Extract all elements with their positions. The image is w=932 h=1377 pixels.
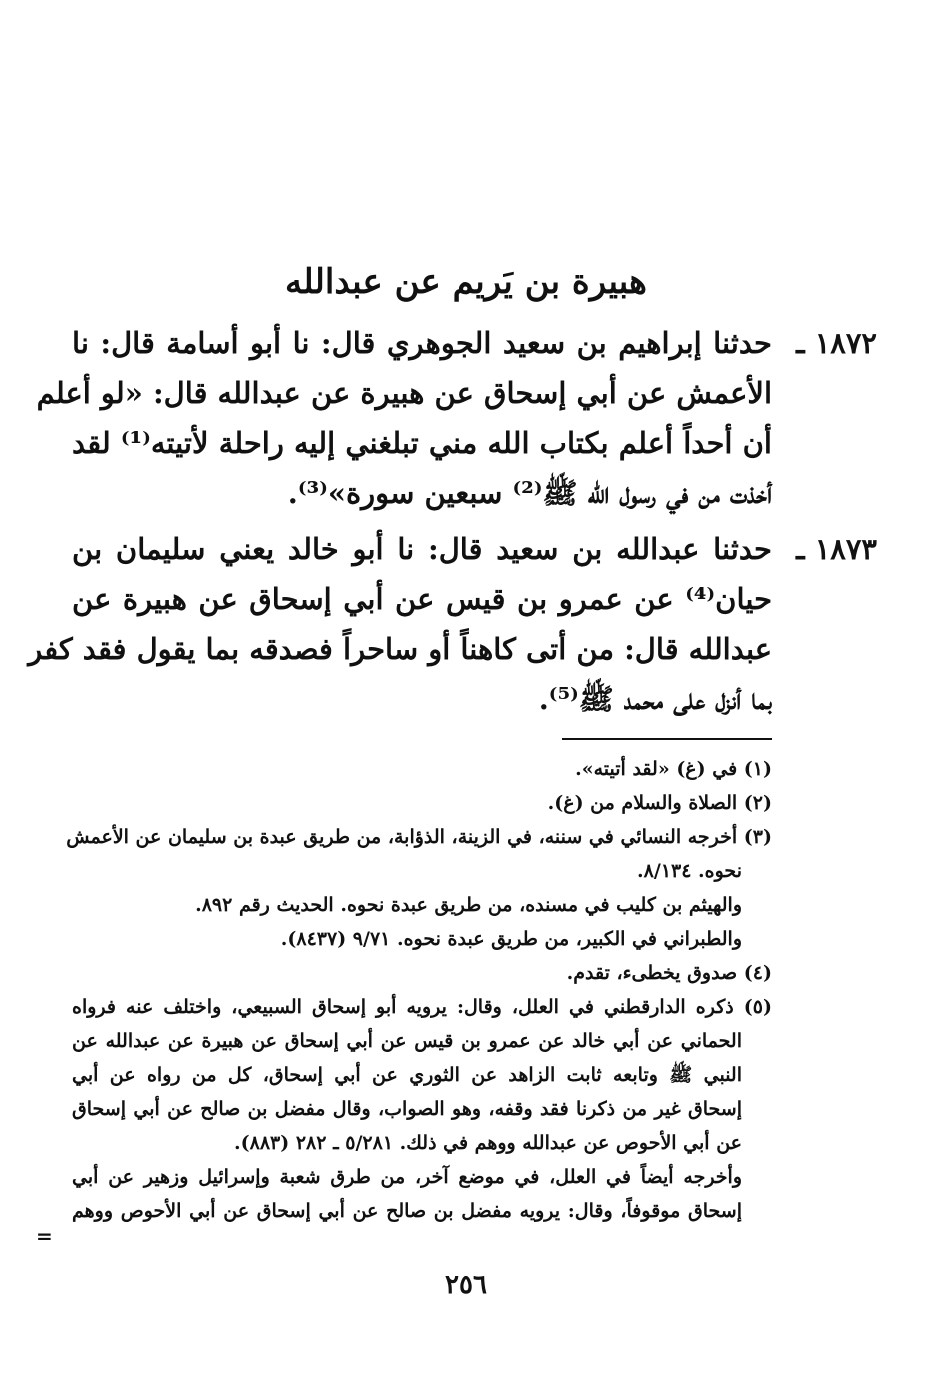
hadith-line: الأعمش عن أبي إسحاق عن هبيرة عن عبدالله قال: «لو أعلم — [36, 376, 772, 410]
footnote-line: وأخرجه أيضاً في العلل، في موضع آخر، من طرق شعبة وإسرائيل وزهير عن أبي — [72, 1166, 742, 1188]
hadith-line: أخذت من في رسول الله ﷺ⁽²⁾ سبعين سورة»⁽³⁾. — [287, 476, 772, 510]
footnote-line: (٢) الصلاة والسلام من (غ). — [547, 792, 772, 814]
hadith-line: ١٨٧٣ ـ حدثنا عبدالله بن سعيد قال: نا أبو خالد يعني سليمان بن — [72, 524, 772, 574]
footnote-line: (١) في (غ) «لقد أتيته». — [575, 758, 772, 780]
hadith-line: عبدالله قال: من أتى كاهناً أو ساحراً فصدقه بما يقول فقد كفر — [28, 632, 772, 666]
footnote-line: الحماني عن أبي خالد عن عمرو بن قيس عن أبي إسحاق عن هبيرة عن عبدالله عن — [72, 1030, 742, 1052]
page-number: ٢٥٦ — [445, 1270, 487, 1300]
footnote-line: النبي ﷺ وتابعه ثابت الزاهد عن الثوري عن أبي إسحاق، كل من رواه عن أبي — [72, 1064, 742, 1086]
section-title: هبيرة بن يَريم عن عبدالله — [285, 262, 647, 302]
footnotes — [66, 752, 772, 1228]
footnote-line: إسحاق غير من ذكرنا فقد وقفه، وهو الصواب، وقال مفضل بن صالح عن أبي إسحاق — [72, 1098, 742, 1120]
hadith-line: أن أحداً أعلم بكتاب الله مني تبلغني إليه راحلة لأتيته⁽¹⁾ لقد — [72, 426, 772, 460]
footnote-line: نحوه. ٨/١٣٤. — [637, 860, 742, 882]
footnote-divider — [562, 738, 772, 740]
hadith-line: حيان⁽⁴⁾ عن عمرو بن قيس عن أبي إسحاق عن هبيرة عن — [72, 582, 772, 616]
hadith-1872 — [36, 318, 877, 518]
footnote-line: والطبراني في الكبير، من طريق عبدة نحوه. ٩/٧١ (٨٤٣٧). — [280, 928, 742, 950]
hadith-number: ١٨٧٣ ـ — [796, 532, 877, 566]
footnote-line: (٣) أخرجه النسائي في سننه، في الزينة، الذؤابة، من طريق عبدة بن سليمان عن الأعمش — [66, 826, 772, 848]
footnote-line: والهيثم بن كليب في مسنده، من طريق عبدة نحوه. الحديث رقم ٨٩٢. — [195, 894, 742, 916]
hadith-line: بما أنزل على محمد ﷺ⁽⁵⁾. — [538, 682, 772, 716]
continuation-mark: = — [36, 1224, 53, 1248]
footnote-line: إسحاق موقوفاً، وقال: يرويه مفضل بن صالح عن أبي إسحاق عن أبي الأحوص ووهم — [72, 1200, 742, 1222]
footnote-line: (٥) ذكره الدارقطني في العلل، وقال: يرويه أبو إسحاق السبيعي، واختلف عنه فرواه — [72, 996, 772, 1018]
hadith-number: ١٨٧٢ ـ — [796, 326, 877, 360]
hadith-1873 — [28, 524, 877, 724]
footnote-line: عن أبي الأحوص عن عبدالله ووهم في ذلك. ٥/٢٨١ ـ ٢٨٢ (٨٨٣). — [234, 1132, 742, 1154]
footnote-line: (٤) صدوق يخطىء، تقدم. — [566, 962, 772, 984]
hadith-line: ١٨٧٢ ـ حدثنا إبراهيم بن سعيد الجوهري قال: نا أبو أسامة قال: نا — [72, 318, 772, 368]
